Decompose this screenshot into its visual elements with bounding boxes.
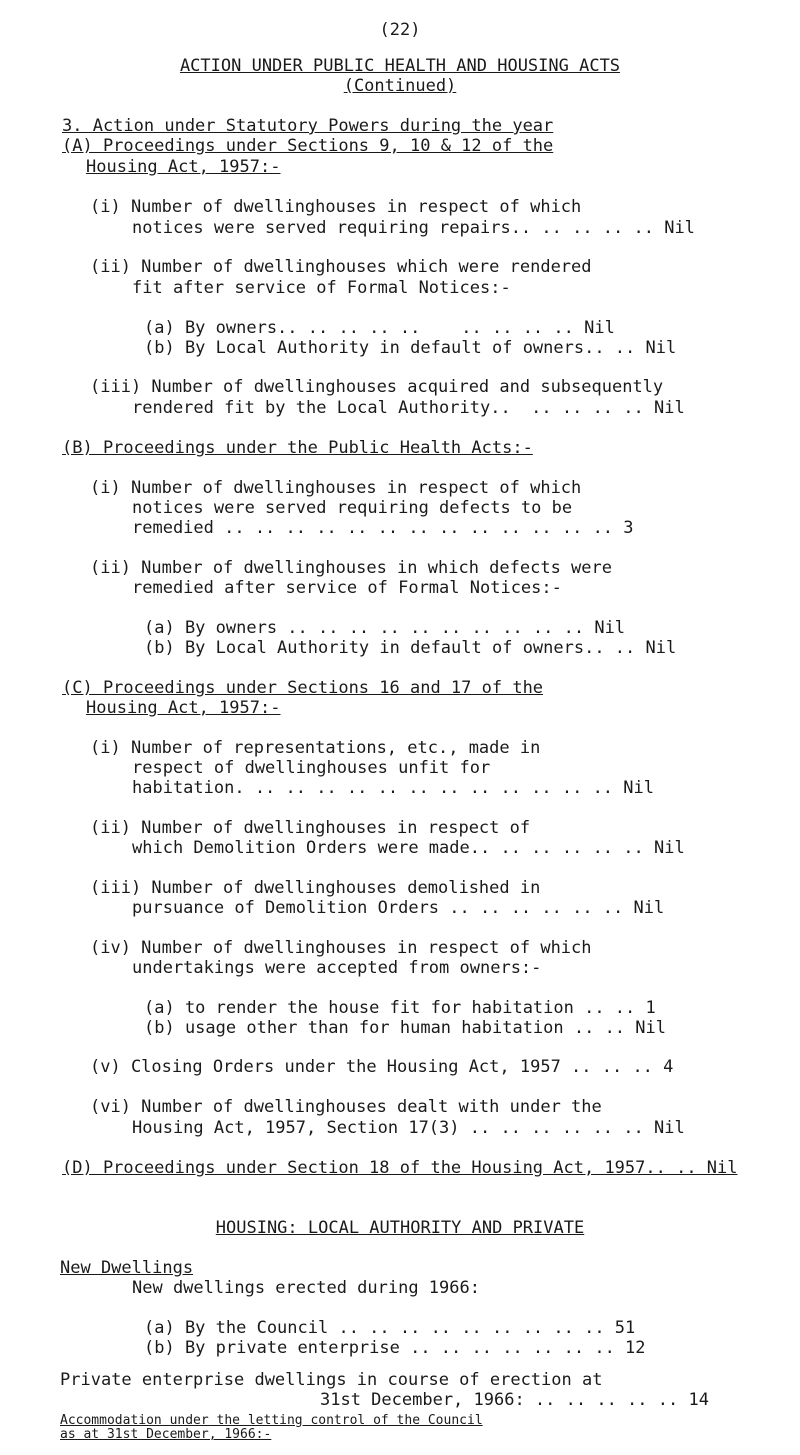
section-b-heading: (B) Proceedings under the Public Health Acts:-	[62, 438, 533, 458]
new-dwellings-line: New dwellings erected during 1966:	[132, 1278, 480, 1298]
new-dwellings-heading: New Dwellings	[60, 1258, 194, 1278]
b-ii-b: (b) By Local Authority in default of owners.. .. Nil	[144, 638, 677, 658]
section-a-heading-line2: Housing Act, 1957:-	[86, 157, 281, 177]
c-v: (v) Closing Orders under the Housing Act, 1957 .. .. .. 4	[90, 1057, 674, 1077]
nd-council: (a) By the Council .. .. .. .. .. .. .. .. .. 51	[144, 1318, 636, 1338]
b-ii-a: (a) By owners .. .. .. .. .. .. .. .. .. .. Nil	[144, 618, 626, 638]
c-iii-line2: pursuance of Demolition Orders .. .. .. .. .. .. Nil	[132, 898, 665, 918]
c-iv-line1: (iv) Number of dwellinghouses in respect of which	[90, 938, 592, 958]
a-ii-b: (b) By Local Authority in default of owners.. .. Nil	[144, 338, 677, 358]
c-iii-line1: (iii) Number of dwellinghouses demolished in	[90, 878, 541, 898]
a-i-line2: notices were served requiring repairs.. .. .. .. .. Nil	[132, 218, 695, 238]
private-enterprise-line1: Private enterprise dwellings in course of erection at	[60, 1370, 603, 1390]
c-iv-a: (a) to render the house fit for habitation .. .. 1	[144, 998, 656, 1018]
b-i-line2: notices were served requiring defects to be	[132, 498, 573, 518]
section-d: (D) Proceedings under Section 18 of the Housing Act, 1957.. .. Nil	[62, 1158, 738, 1178]
a-ii-line2: fit after service of Formal Notices:-	[132, 278, 511, 298]
c-i-line2: respect of dwellinghouses unfit for	[132, 758, 491, 778]
page-title: ACTION UNDER PUBLIC HEALTH AND HOUSING ACTS	[179, 56, 621, 76]
a-iii-line1: (iii) Number of dwellinghouses acquired and subsequently	[90, 377, 664, 397]
private-enterprise-line2: 31st December, 1966: .. .. .. .. .. 14	[320, 1390, 709, 1410]
page-number: (22)	[379, 20, 421, 40]
b-ii-line2: remedied after service of Formal Notices:-	[132, 578, 562, 598]
accommodation-heading-line1: Accommodation under the letting control of the Council	[60, 1413, 483, 1428]
c-vi-line1: (vi) Number of dwellinghouses dealt with under the	[90, 1097, 602, 1117]
c-ii-line2: which Demolition Orders were made.. .. .. .. .. .. Nil	[132, 838, 685, 858]
c-iv-line2: undertakings were accepted from owners:-	[132, 958, 542, 978]
accommodation-heading-line2: as at 31st December, 1966:-	[60, 1427, 272, 1442]
c-iv-b: (b) usage other than for human habitation .. .. Nil	[144, 1018, 666, 1038]
b-i-line3: remedied .. .. .. .. .. .. .. .. .. .. .. .. .. 3	[132, 518, 634, 538]
nd-private: (b) By private enterprise .. .. .. .. .. .. .. 12	[144, 1338, 646, 1358]
c-vi-line2: Housing Act, 1957, Section 17(3) .. .. .. .. .. .. Nil	[132, 1118, 685, 1138]
a-ii-a: (a) By owners.. .. .. .. .. .. .. .. .. Nil	[144, 318, 615, 338]
c-i-line3: habitation. .. .. .. .. .. .. .. .. .. .. .. .. Nil	[132, 778, 654, 798]
a-ii-line1: (ii) Number of dwellinghouses which were rendered	[90, 257, 592, 277]
section-a-heading-line1: (A) Proceedings under Sections 9, 10 & 12 of the	[62, 136, 554, 156]
section-c-heading-line2: Housing Act, 1957:-	[86, 698, 281, 718]
a-i-line1: (i) Number of dwellinghouses in respect of which	[90, 197, 582, 217]
page-subtitle: (Continued)	[343, 76, 457, 96]
section-3-heading: 3. Action under Statutory Powers during the year	[62, 116, 554, 136]
b-ii-line1: (ii) Number of dwellinghouses in which defects were	[90, 558, 612, 578]
housing-title: HOUSING: LOCAL AUTHORITY AND PRIVATE	[215, 1218, 585, 1238]
c-ii-line1: (ii) Number of dwellinghouses in respect of	[90, 818, 531, 838]
b-i-line1: (i) Number of dwellinghouses in respect of which	[90, 478, 582, 498]
section-c-heading-line1: (C) Proceedings under Sections 16 and 17 of the	[62, 678, 544, 698]
a-iii-line2: rendered fit by the Local Authority.. .. .. .. .. Nil	[132, 398, 685, 418]
c-i-line1: (i) Number of representations, etc., made in	[90, 738, 541, 758]
